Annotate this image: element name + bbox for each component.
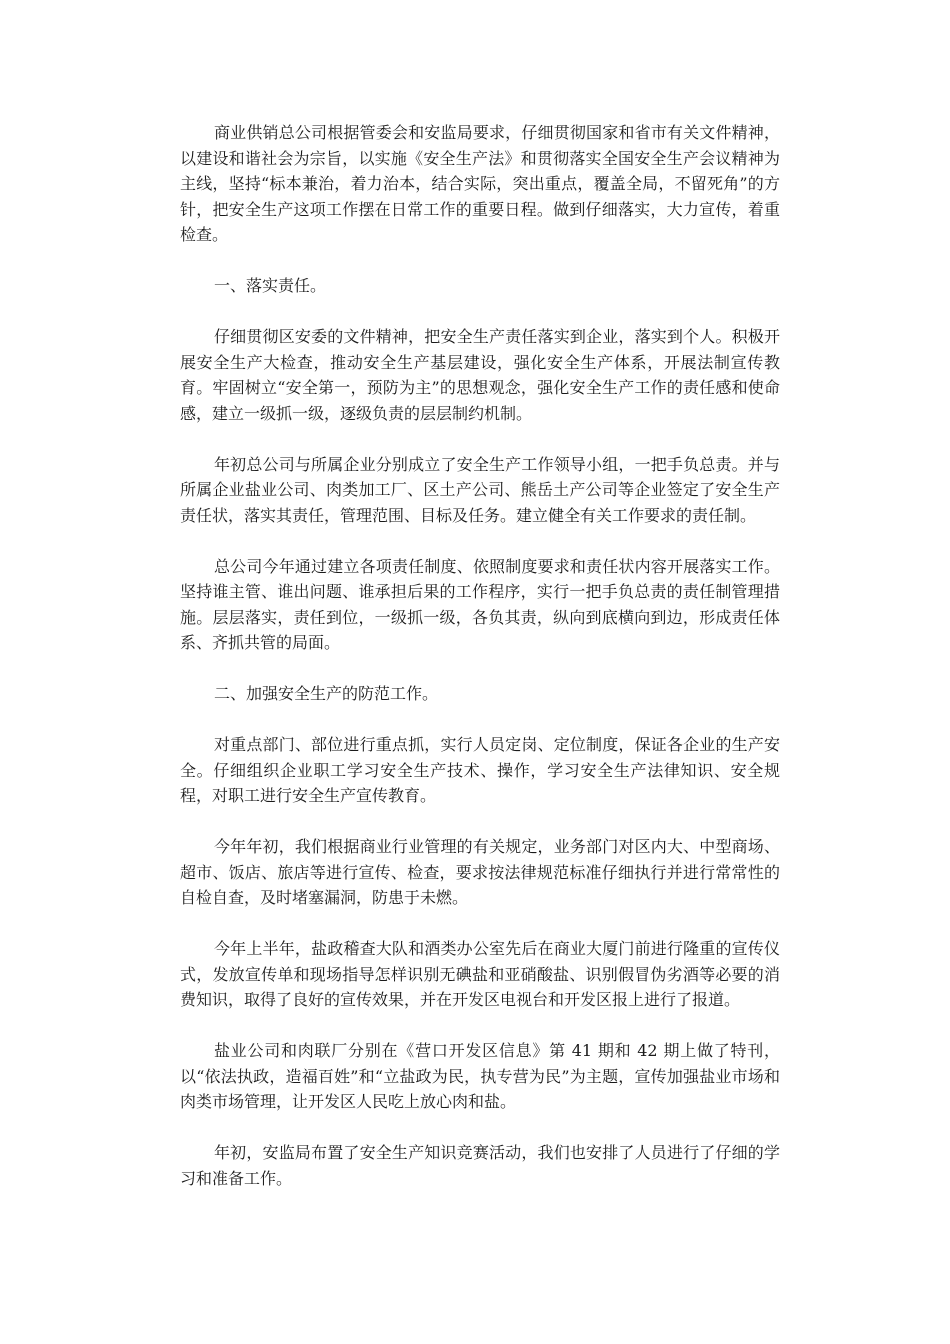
paragraph-prevention-1: 对重点部门、部位进行重点抓，实行人员定岗、定位制度，保证各企业的生产安全。仔细组织企业职工学习安全生产技术、操作，学习安全生产法律知识、安全规程，对职工进行安全生产宣传教育。 xyxy=(180,735,780,805)
paragraph-intro: 商业供销总公司根据管委会和安监局要求，仔细贯彻国家和省市有关文件精神，以建设和谐社会为宗旨，以实施《安全生产法》和贯彻落实全国安全生产会议精神为主线，坚持“标本兼治，着力治本，结合实际，突出重点，覆盖全局，不留死角”的方针，把安全生产这项工作摆在日常工作的重要日程。做到仔细落实，大力宣传，着重检查。 xyxy=(180,123,780,244)
document-page xyxy=(180,120,780,1217)
paragraph-prevention-3: 今年上半年，盐政稽查大队和酒类办公室先后在商业大厦门前进行隆重的宣传仪式，发放宣传单和现场指导怎样识别无碘盐和亚硝酸盐、识别假冒伪劣酒等必要的消费知识，取得了良好的宣传效果，并在开发区电视台和开发区报上进行了报道。 xyxy=(180,939,780,1009)
paragraph-responsibility-3: 总公司今年通过建立各项责任制度、依照制度要求和责任状内容开展落实工作。坚持谁主管、谁出问题、谁承担后果的工作程序，实行一把手负总责的责任制管理措施。层层落实，责任到位，一级抓一级，各负其责，纵向到底横向到边，形成责任体系、齐抓共管的局面。 xyxy=(180,556,780,652)
paragraph-prevention-2: 今年年初，我们根据商业行业管理的有关规定，业务部门对区内大、中型商场、超市、饭店、旅店等进行宣传、检查，要求按法律规范标准仔细执行并进行常常性的自检自查，及时堵塞漏洞，防患于未燃。 xyxy=(180,837,780,907)
paragraph-prevention-4: 盐业公司和肉联厂分别在《营口开发区信息》第 41 期和 42 期上做了特刊，以“依法执政，造福百姓”和“立盐政为民，执专营为民”为主题，宣传加强盐业市场和肉类市场管理，让开发区人民吃上放心肉和盐。 xyxy=(180,1041,780,1111)
paragraph-responsibility-2: 年初总公司与所属企业分别成立了安全生产工作领导小组，一把手负总责。并与所属企业盐业公司、肉类加工厂、区土产公司、熊岳土产公司等企业签定了安全生产责任状，落实其责任，管理范围、目标及任务。建立健全有关工作要求的责任制。 xyxy=(180,454,780,525)
section-heading-1: 一、落实责任。 xyxy=(214,276,327,295)
paragraph-prevention-5: 年初，安监局布置了安全生产知识竞赛活动，我们也安排了人员进行了仔细的学习和准备工作。 xyxy=(180,1143,780,1188)
paragraph-responsibility-1: 仔细贯彻区安委的文件精神，把安全生产责任落实到企业，落实到个人。积极开展安全生产大检查，推动安全生产基层建设，强化安全生产体系，开展法制宣传教育。牢固树立“安全第一，预防为主”的思想观念，强化安全生产工作的责任感和使命感，建立一级抓一级，逐级负责的层层制约机制。 xyxy=(180,327,780,423)
section-heading-2: 二、加强安全生产的防范工作。 xyxy=(214,684,439,703)
